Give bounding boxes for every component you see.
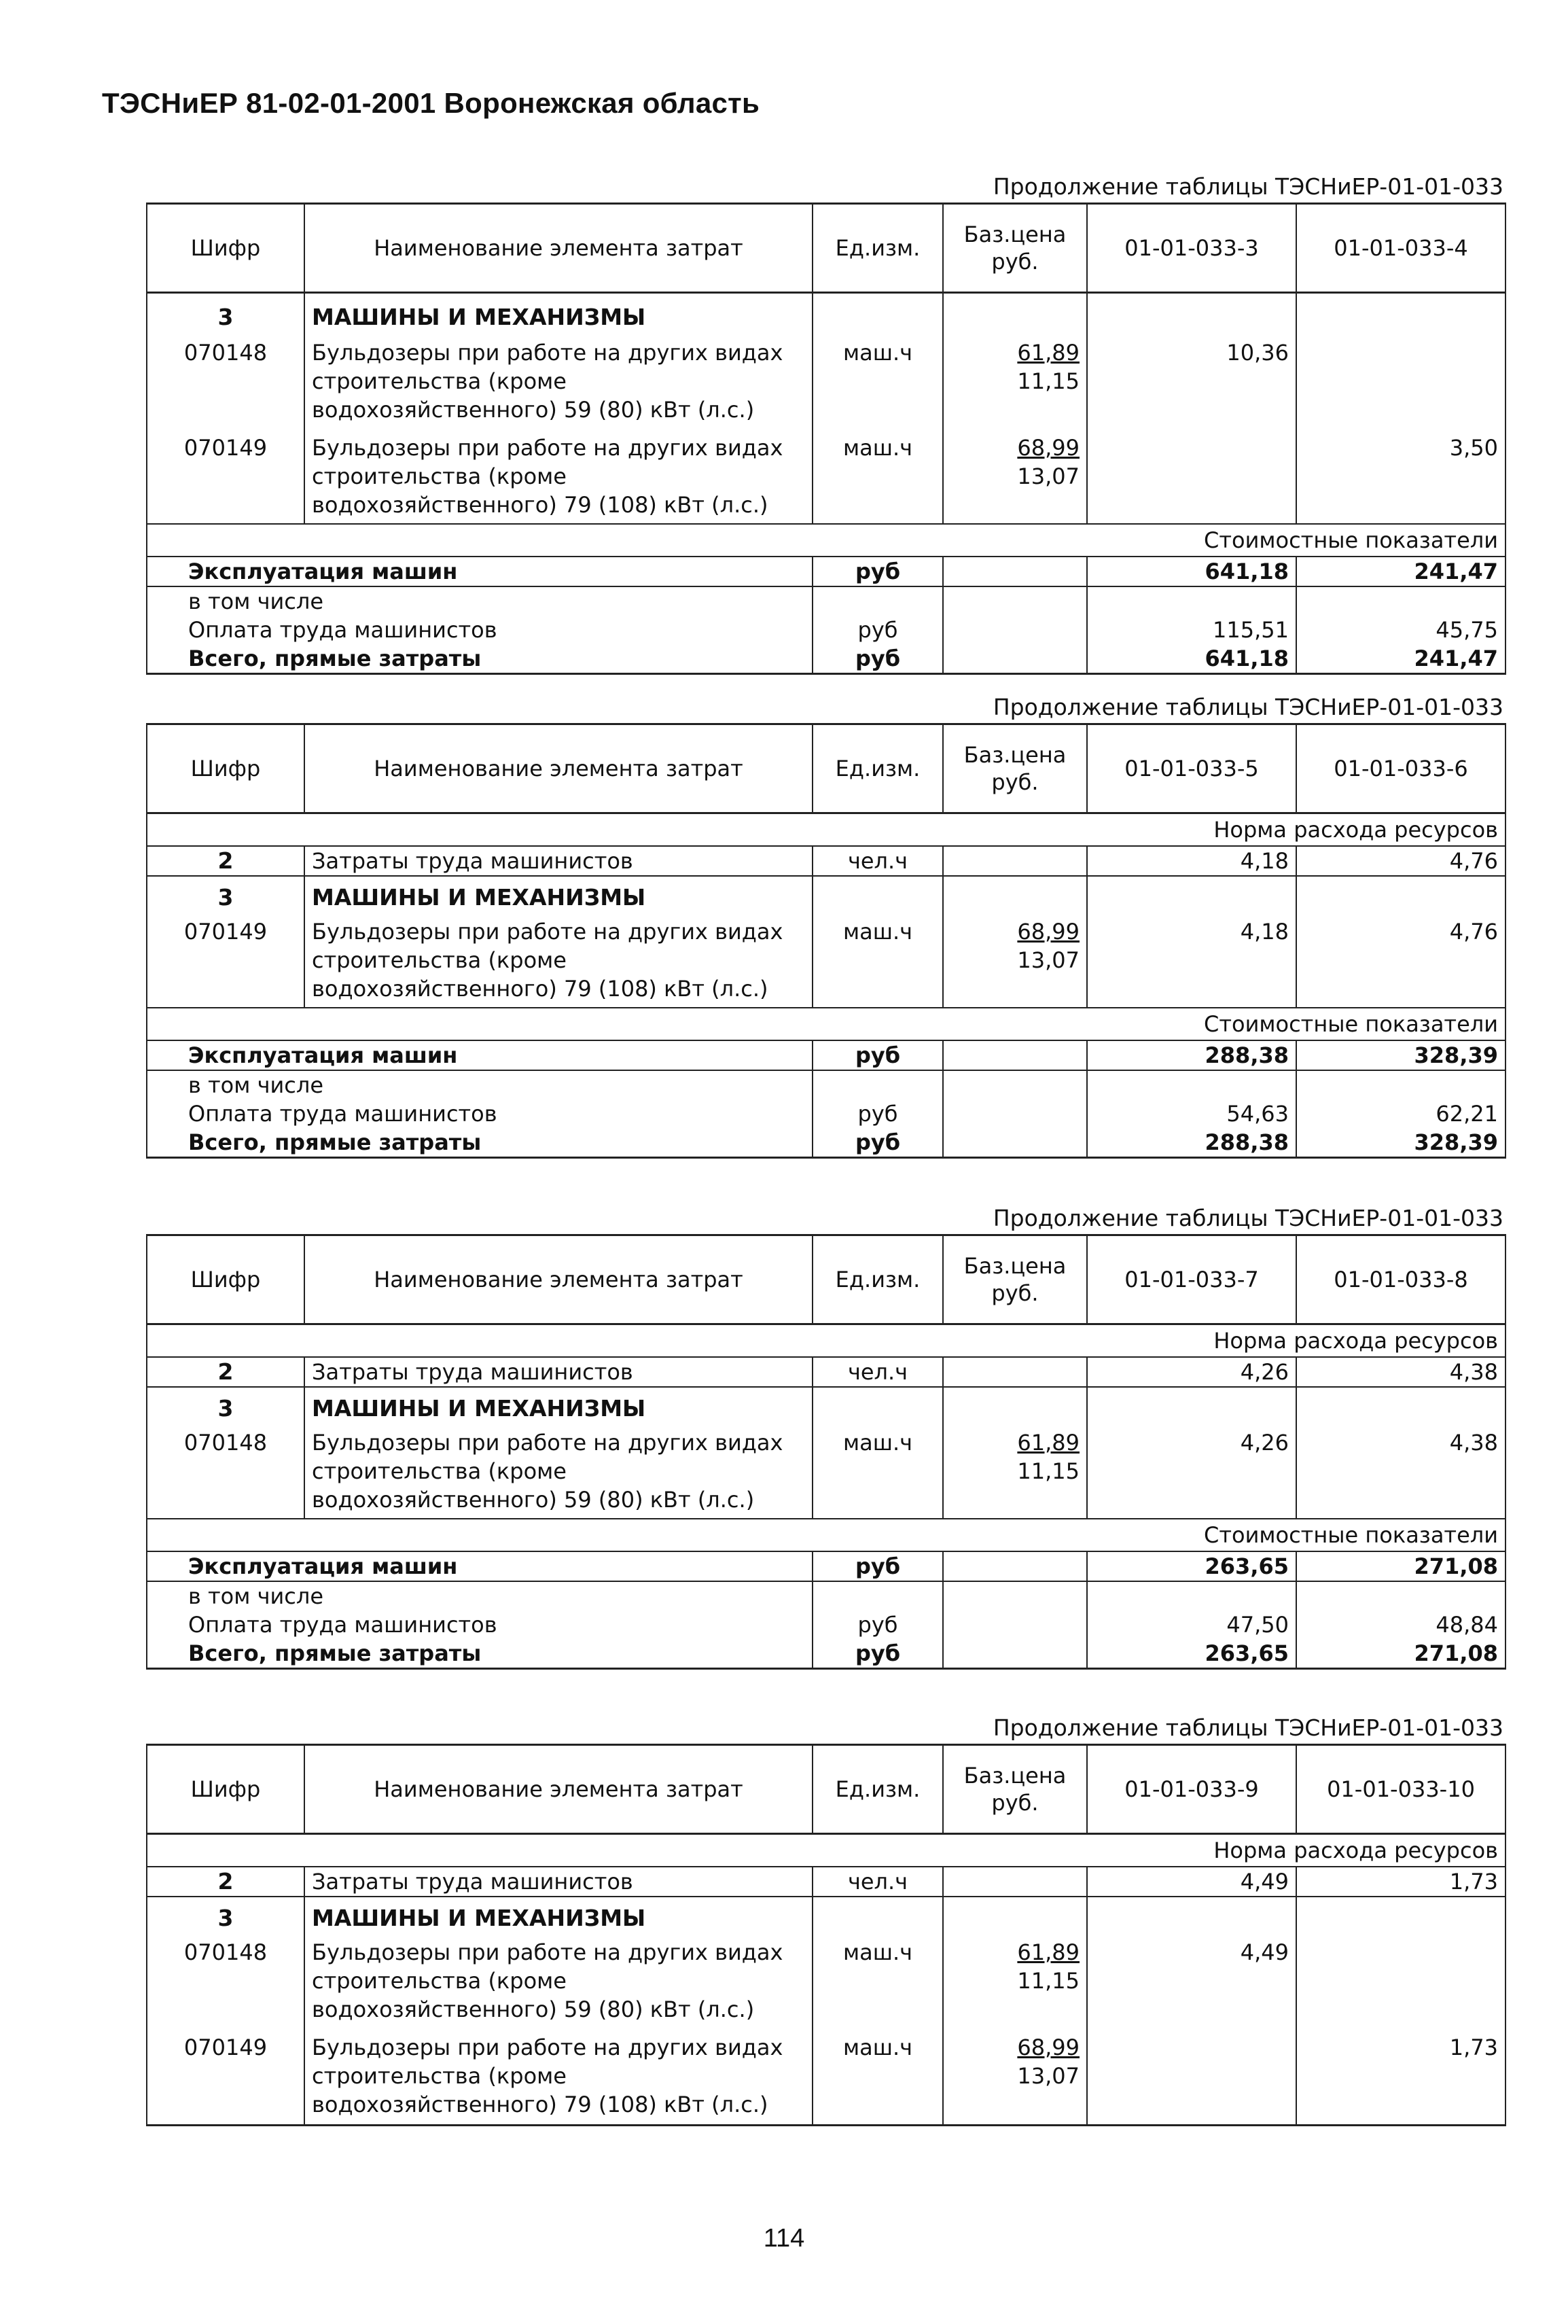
norm-band-row: Норма расхода ресурсов xyxy=(147,1834,1505,1867)
operator-pay-row: Оплата труда машинистов руб 115,51 45,75 xyxy=(147,616,1505,644)
section-row: 3 МАШИНЫ И МЕХАНИЗМЫ xyxy=(147,1897,1505,1933)
col-unit-header: Ед.изм. xyxy=(813,204,943,293)
col-norm-b-header: 01-01-033-4 xyxy=(1296,204,1505,293)
table-header-row: Шифр Наименование элемента затрат Ед.изм. Баз.цена руб. 01-01-033-9 01-01-033-10 xyxy=(147,1745,1505,1834)
table-header-row: Шифр Наименование элемента затрат Ед.изм. Баз.цена руб. 01-01-033-7 01-01-033-8 xyxy=(147,1235,1505,1324)
operator-pay-row: Оплата труда машинистов руб 54,63 62,21 xyxy=(147,1099,1505,1128)
total-row: Всего, прямые затраты руб 288,38 328,39 xyxy=(147,1128,1505,1158)
cost-band-row: Стоимостные показатели xyxy=(147,1008,1505,1040)
resource-table-3 xyxy=(146,1203,1505,1670)
continuation-title: Продолжение таблицы ТЭСНиЕР-01-01-033 xyxy=(993,173,1503,200)
continuation-title: Продолжение таблицы ТЭСНиЕР-01-01-033 xyxy=(993,1714,1503,1741)
labor-row: 2 Затраты труда машинистов чел.ч 4,49 1,73 xyxy=(147,1867,1505,1897)
cost-band-row: Стоимостные показатели xyxy=(147,1519,1505,1551)
resource-table-2 xyxy=(146,692,1505,1159)
col-code-header: Шифр xyxy=(147,204,304,293)
operation-row: Эксплуатация машин руб 263,65 271,08 xyxy=(147,1551,1505,1581)
table-header-row: Шифр Наименование элемента затрат Ед.изм. Баз.цена руб. 01-01-033-5 01-01-033-6 xyxy=(147,724,1505,813)
table-header-row xyxy=(147,204,1505,293)
table-row: 070148 Бульдозеры при работе на других видах строительства (кроме водохозяйственного) 59 (80) кВт (л.с.) маш.ч 61,89 11,15 4,26 4,38 xyxy=(147,1423,1505,1519)
operation-row: Эксплуатация машин руб 641,18 241,47 xyxy=(147,557,1505,586)
including-row: в том числе xyxy=(147,1070,1505,1099)
table-row: 070149 Бульдозеры при работе на других видах строительства (кроме водохозяйственного) 79 (108) кВт (л.с.) маш.ч 68,99 13,07 4,18 4,76 xyxy=(147,912,1505,1008)
operation-row: Эксплуатация машин руб 288,38 328,39 xyxy=(147,1040,1505,1070)
total-row: Всего, прямые затраты руб 641,18 241,47 xyxy=(147,644,1505,674)
including-row: в том числе xyxy=(147,1581,1505,1610)
labor-row: 2 Затраты труда машинистов чел.ч 4,18 4,76 xyxy=(147,846,1505,876)
page-number: 114 xyxy=(763,2224,805,2253)
col-name-header: Наименование элемента затрат xyxy=(304,204,813,293)
resource-table-1 xyxy=(146,171,1505,675)
norm-band-row: Норма расхода ресурсов xyxy=(147,1324,1505,1358)
cost-band-row: Стоимостные показатели xyxy=(147,524,1505,557)
section-row: 3 МАШИНЫ И МЕХАНИЗМЫ xyxy=(147,293,1505,332)
col-price-header: Баз.цена руб. xyxy=(943,204,1087,293)
col-norm-a-header: 01-01-033-3 xyxy=(1087,204,1296,293)
section-row: 3 МАШИНЫ И МЕХАНИЗМЫ xyxy=(147,1387,1505,1423)
labor-row: 2 Затраты труда машинистов чел.ч 4,26 4,38 xyxy=(147,1357,1505,1387)
table-row: 070148 Бульдозеры при работе на других видах строительства (кроме водохозяйственного) 59 (80) кВт (л.с.) маш.ч 61,89 11,15 10,36 xyxy=(147,332,1505,424)
section-row: 3 МАШИНЫ И МЕХАНИЗМЫ xyxy=(147,876,1505,912)
operator-pay-row: Оплата труда машинистов руб 47,50 48,84 xyxy=(147,1610,1505,1639)
total-row: Всего, прямые затраты руб 263,65 271,08 xyxy=(147,1639,1505,1669)
including-row: в том числе xyxy=(147,586,1505,616)
table-row: 070148 Бульдозеры при работе на других видах строительства (кроме водохозяйственного) 59 (80) кВт (л.с.) маш.ч 61,89 11,15 4,49 xyxy=(147,1933,1505,2024)
table-row: 070149 Бульдозеры при работе на других видах строительства (кроме водохозяйственного) 79 (108) кВт (л.с.) маш.ч 68,99 13,07 1,73 xyxy=(147,2024,1505,2126)
table-row: 070149 Бульдозеры при работе на других видах строительства (кроме водохозяйственного) 79 (108) кВт (л.с.) маш.ч 68,99 13,07 3,50 xyxy=(147,424,1505,524)
resource-table-4 xyxy=(146,1712,1505,2126)
continuation-title: Продолжение таблицы ТЭСНиЕР-01-01-033 xyxy=(993,694,1503,720)
page-title: ТЭСНиЕР 81-02-01-2001 Воронежская область xyxy=(102,87,760,119)
norm-band-row: Норма расхода ресурсов xyxy=(147,813,1505,847)
continuation-title: Продолжение таблицы ТЭСНиЕР-01-01-033 xyxy=(993,1205,1503,1231)
